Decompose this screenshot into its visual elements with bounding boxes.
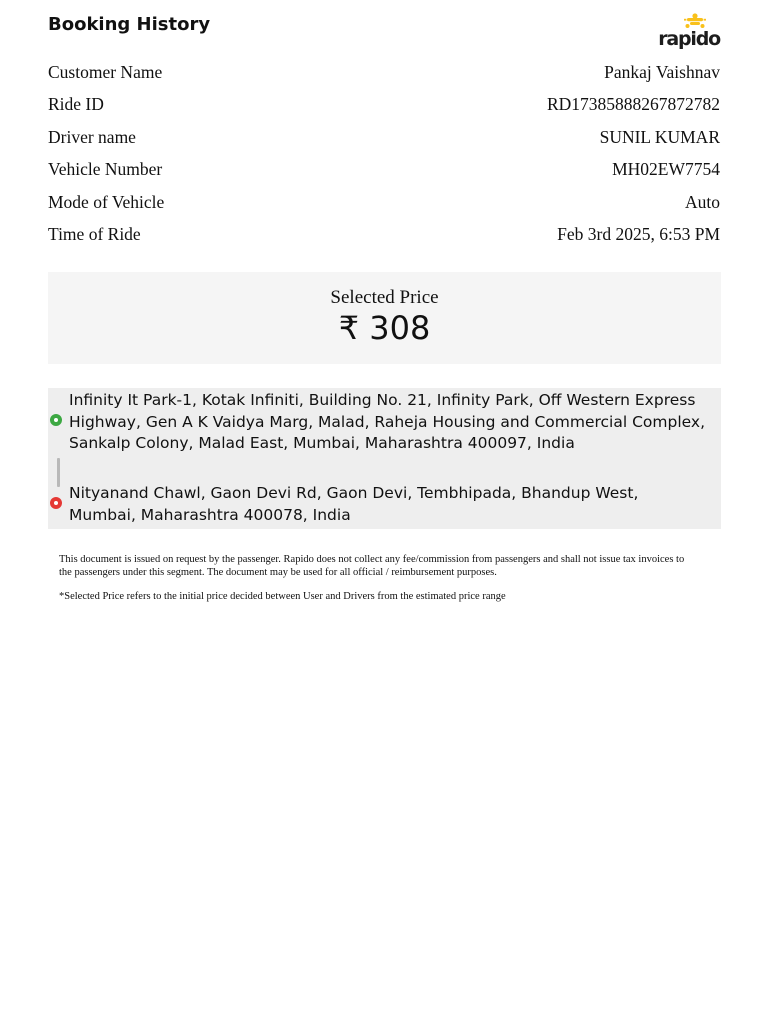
- mode-of-vehicle-value: Auto: [685, 191, 720, 212]
- detail-row-ride-id: [48, 89, 720, 122]
- customer-name-label: Customer Name: [48, 61, 163, 82]
- pickup-address: Infinity It Park-1, Kotak Infiniti, Building No. 21, Infinity Park, Off Western Express Highway, Gen A K Vaidya Marg, Malad, Raheja Housing and Commercial Complex, Sankalp Colony, Malad East, Mumbai, Maharashtra 400097, India: [69, 391, 706, 452]
- time-of-ride-label: Time of Ride: [48, 224, 141, 245]
- detail-row-mode-of-vehicle: [48, 186, 720, 219]
- header: [48, 0, 720, 56]
- price-footnote: *Selected Price refers to the initial price decided between User and Drivers from the estimated price range: [59, 591, 506, 602]
- ride-id-value: RD17385888267872782: [546, 94, 720, 115]
- selected-price-label: Selected Price: [330, 287, 439, 308]
- driver-name-value: SUNIL KUMAR: [599, 126, 720, 147]
- ride-id-label: Ride ID: [48, 94, 104, 115]
- logo-wordmark: rapido: [658, 28, 720, 50]
- route-connector-line: [57, 458, 60, 487]
- detail-row-driver-name: [48, 121, 720, 154]
- vehicle-number-value: MH02EW7754: [612, 159, 720, 180]
- pickup-marker-icon: [50, 414, 62, 426]
- time-of-ride-value: Feb 3rd 2025, 6:53 PM: [557, 224, 720, 245]
- detail-row-customer-name: [48, 56, 720, 89]
- selected-price-panel: [48, 272, 721, 364]
- drop-address: Nityanand Chawl, Gaon Devi Rd, Gaon Devi, Tembhipada, Bhandup West, Mumbai, Maharashtra 400078, India: [69, 484, 639, 524]
- vehicle-number-label: Vehicle Number: [48, 159, 163, 180]
- driver-name-label: Driver name: [48, 126, 136, 147]
- selected-price-value: ₹ 308: [338, 309, 431, 347]
- ride-details: [48, 56, 720, 251]
- drop-marker-icon: [50, 497, 62, 509]
- detail-row-time-of-ride: [48, 219, 720, 252]
- disclaimer-text: This document is issued on request by the passenger. Rapido does not collect any fee/commission from passengers and shall not issue tax invoices to the passengers under this segment. The document may be used for all official / reimbursement purposes.: [59, 554, 685, 578]
- customer-name-value: Pankaj Vaishnav: [604, 61, 720, 82]
- rapido-logo: [658, 13, 722, 55]
- mode-of-vehicle-label: Mode of Vehicle: [48, 191, 165, 212]
- rapido-bike-icon: [684, 13, 706, 29]
- detail-row-vehicle-number: [48, 154, 720, 187]
- page-title: Booking History: [48, 14, 211, 35]
- route-panel: [48, 388, 721, 529]
